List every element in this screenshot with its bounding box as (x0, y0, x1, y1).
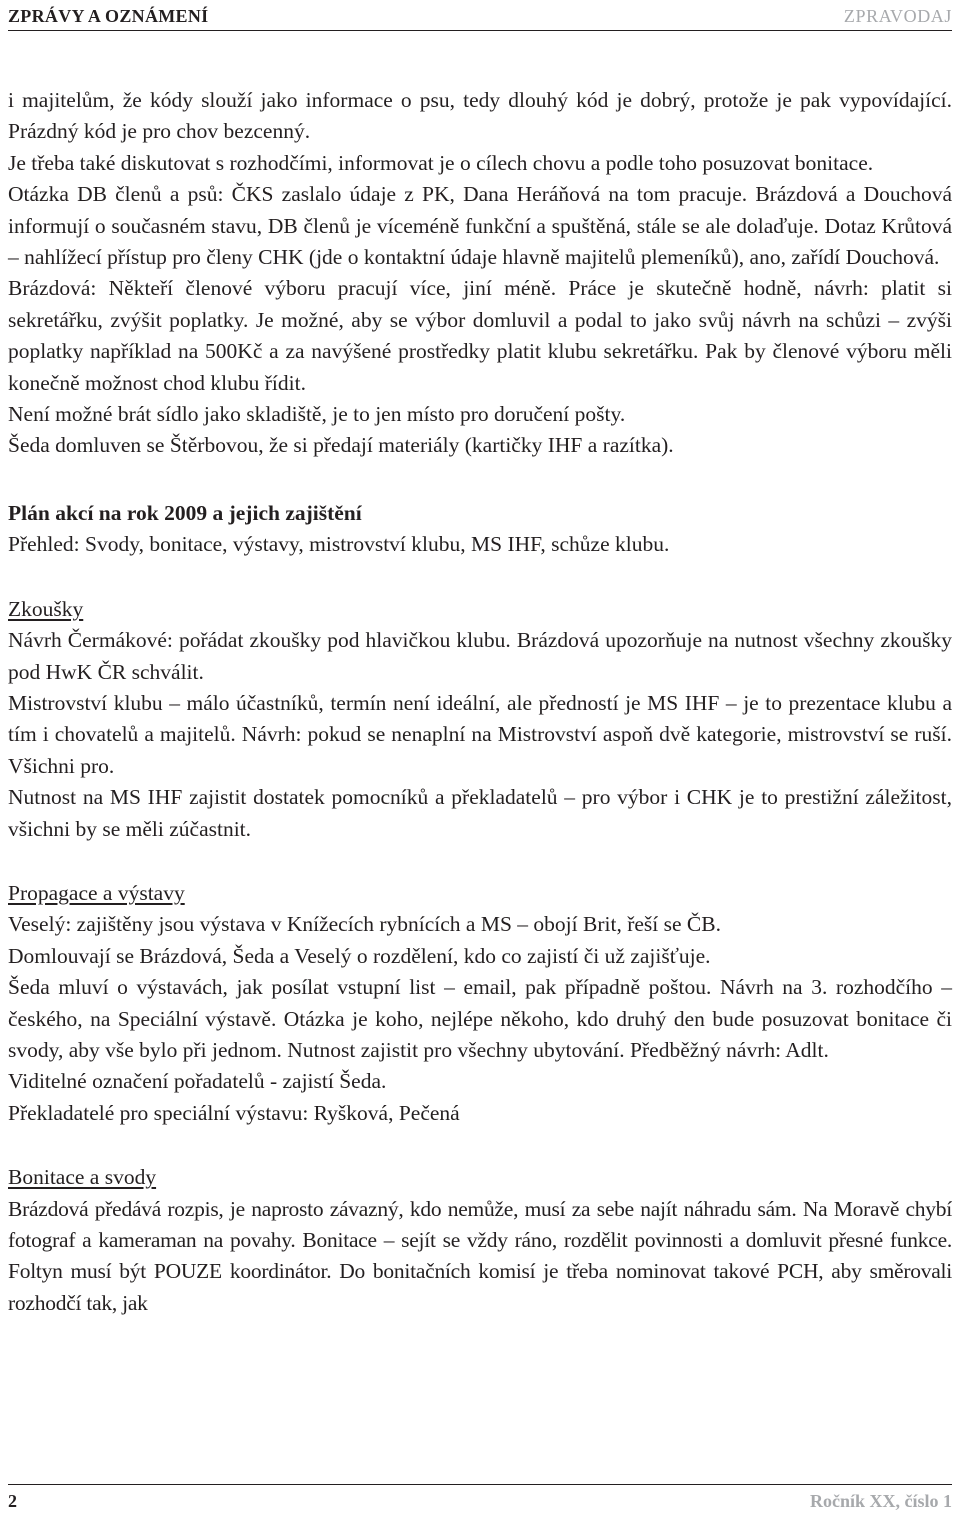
paragraph: Přehled: Svody, bonitace, výstavy, mistrovství klubu, MS IHF, schůze klubu. (8, 532, 670, 557)
paragraph: Veselý: zajištěny jsou výstava v Knížecích rybnících a MS – obojí Brit, řeší se ČB. (8, 912, 721, 937)
section-heading-plan: Plán akcí na rok 2009 a jejich zajištění (8, 500, 362, 525)
paragraph: Je třeba také diskutovat s rozhodčími, informovat je o cílech chovu a podle toho posuzovat bonitace. (8, 150, 874, 175)
page-number: 2 (8, 1491, 17, 1511)
article-body (8, 85, 952, 1319)
paragraph: i majitelům, že kódy slouží jako informace o psu, tedy dlouhý kód je dobrý, protože je pak vypovídající. Prázdný kód je pro chov bezcenný. (8, 88, 952, 144)
paragraph: Šeda mluví o výstavách, jak posílat vstupní list – email, pak případně poštou. Návrh na 3. rozhodčího – českého, na Speciální výstavě. Otázka je koho, nejlépe někoho, kdo druhý den bude posuzovat bonitace či svody, aby vše bylo při jednom. Nutnost zajistit pro všechny ubytování. Předběžný návrh: Adlt. (8, 975, 952, 1062)
paragraph: Brázdová předává rozpis, je naprosto závazný, kdo nemůže, musí za sebe najít náhradu sám. Na Moravě chybí fotograf a kameraman na povahy. Bonitace – sejít se vždy ráno, rozdělit povinnosti a domluvit přesné funkce. Foltyn musí být POUZE koordinátor. Do bonitačních komisí je třeba nominovat takové PCH, aby směrovali rozhodčí tak, jak (8, 1196, 952, 1315)
section-title: ZPRÁVY A OZNÁMENÍ (8, 6, 209, 26)
paragraph: Mistrovství klubu – málo účastníků, termín není ideální, ale předností je MS IHF – je to prezentace klubu a tím i chovatelů a majitelů. Návrh: pokud se nenaplní na Mistrovství aspoň dvě kategorie, mistrovství se ruší. Všichni pro. (8, 690, 952, 778)
paragraph: Nutnost na MS IHF zajistit dostatek pomocníků a překladatelů – pro výbor i CHK je to prestižní záležitost, všichni by se měli zúčastnit. (8, 785, 952, 841)
paragraph: Není možné brát sídlo jako skladiště, je to jen místo pro doručení pošty. (8, 402, 626, 427)
section-heading-exams: Zkoušky (8, 596, 84, 621)
paragraph: Domlouvají se Brázdová, Šeda a Veselý o rozdělení, kdo co zajistí či už zajišťuje. (8, 943, 711, 968)
paragraph: Šeda domluven se Štěrbovou, že si předají materiály (kartičky IHF a razítka). (8, 433, 674, 458)
publication-title: ZPRAVODAJ (843, 6, 952, 26)
page-footer (8, 1484, 952, 1513)
paragraph: Návrh Čermákové: pořádat zkoušky pod hlavičkou klubu. Brázdová upozorňuje na nutnost všechny zkoušky pod HwK ČR schválit. (8, 628, 952, 684)
issue-label: Ročník XX, číslo 1 (809, 1491, 952, 1511)
paragraph: Viditelné označení pořadatelů - zajistí Šeda. (8, 1069, 387, 1094)
section-heading-bonitace: Bonitace a svody (8, 1165, 157, 1190)
paragraph: Otázka DB členů a psů: ČKS zaslalo údaje z PK, Dana Heráňová na tom pracuje. Brázdová a Douchová informují o současném stavu, DB členů je víceméně funkční a spuštěná, stále se ale dolaďuje. Dotaz Krůtová – nahlížecí přístup pro členy CHK (jde o kontaktní údaje hlavně majitelů plemeníků), ano, zařídí Douchová. (8, 182, 952, 270)
section-heading-shows: Propagace a výstavy (8, 880, 185, 905)
page-header (8, 0, 952, 31)
paragraph: Brázdová: Někteří členové výboru pracují více, jiní méně. Práce je skutečně hodně, návrh: platit si sekretářku, zvýšit poplatky. Je možné, aby se výbor domluvil a podal to jako svůj návrh na schůzi – zvýši poplatky například na 500Kč a za navýšené prostředky platit klubu sekretářku. Pak by členové výboru měli konečně možnost chod klubu řídit. (8, 276, 952, 395)
paragraph: Překladatelé pro speciální výstavu: Ryšková, Pečená (8, 1100, 460, 1125)
